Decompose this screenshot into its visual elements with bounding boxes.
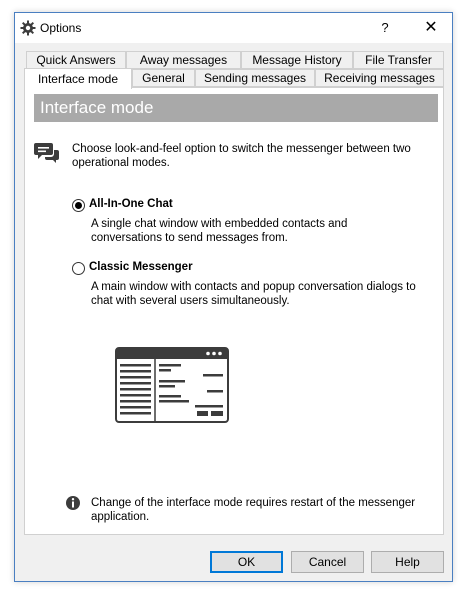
panel-header: Interface mode (34, 94, 438, 122)
tab-file-transfer[interactable]: File Transfer (353, 51, 444, 69)
gear-icon (20, 20, 36, 36)
tab-message-history[interactable]: Message History (241, 51, 353, 69)
ok-button[interactable]: OK (210, 551, 283, 573)
window-title: Options (40, 21, 82, 35)
chat-bubbles-icon (34, 140, 60, 166)
option-label-classic-messenger: Classic Messenger (89, 261, 193, 273)
tab-general[interactable]: General (132, 69, 195, 87)
all-in-one-window-icon (115, 347, 229, 423)
tab-quick-answers[interactable]: Quick Answers (26, 51, 126, 69)
option-label-all-in-one-chat: All-In-One Chat (89, 198, 173, 210)
tab-sending-messages[interactable]: Sending messages (195, 69, 315, 87)
restart-notice: Change of the interface mode requires restart of the messenger application. (91, 497, 416, 523)
help-button[interactable]: Help (371, 551, 444, 573)
tab-away-messages[interactable]: Away messages (126, 51, 241, 69)
tab-interface-mode[interactable]: Interface mode (24, 68, 132, 89)
option-desc-all-in-one-chat: A single chat window with embedded contacts and conversations to send messages from. (91, 218, 348, 244)
close-button[interactable]: ✕ (424, 19, 438, 36)
title-bar (15, 13, 452, 43)
cancel-button[interactable]: Cancel (291, 551, 364, 573)
radio-all-in-one-chat[interactable] (72, 199, 85, 212)
interface-mode-panel (24, 87, 444, 535)
radio-classic-messenger[interactable] (72, 262, 85, 275)
option-classic-messenger[interactable] (72, 262, 272, 276)
tab-receiving-messages[interactable]: Receiving messages (315, 69, 444, 87)
info-icon (65, 495, 81, 511)
options-dialog (14, 12, 453, 582)
radio-selected-dot (75, 202, 82, 209)
option-all-in-one-chat[interactable] (72, 199, 272, 213)
help-titlebar-button[interactable]: ? (381, 20, 389, 35)
intro-text: Choose look-and-feel option to switch the messenger between two operational modes. (72, 143, 411, 169)
option-desc-classic-messenger: A main window with contacts and popup conversation dialogs to chat with several users simultaneously. (91, 281, 416, 307)
